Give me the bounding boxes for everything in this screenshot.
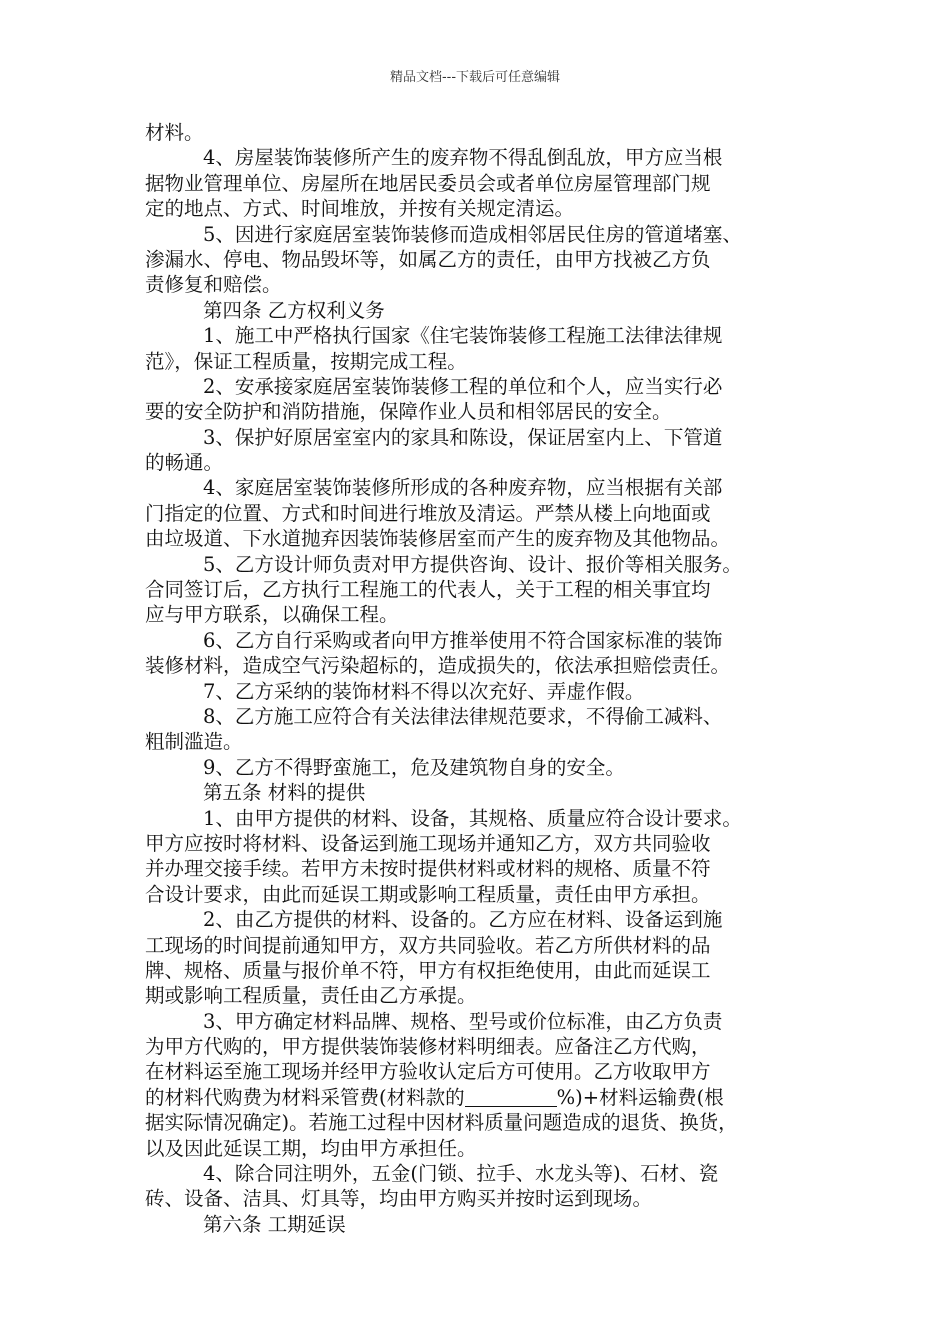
paragraph-line: 7、乙方采纳的装饰材料不得以次充好、弄虚作假。 (203, 679, 645, 703)
paragraph-line: 6、乙方自行采购或者向甲方推举使用不符合国家标准的装饰 (203, 628, 723, 652)
document-body (145, 120, 810, 1237)
paragraph-line: 应与甲方联系，以确保工程。 (145, 603, 399, 627)
paragraph-line: 牌、规格、质量与报价单不符，甲方有权拒绝使用，由此而延误工 (145, 958, 711, 982)
paragraph-line: 2、由乙方提供的材料、设备的。乙方应在材料、设备运到施 (203, 908, 723, 932)
paragraph-line: 据物业管理单位、房屋所在地居民委员会或者单位房屋管理部门规 (145, 171, 711, 195)
paragraph-line: 合设计要求，由此而延误工期或影响工程质量，责任由甲方承担。 (145, 882, 711, 906)
paragraph-line: 工现场的时间提前通知甲方，双方共同验收。若乙方所供材料的品 (145, 933, 711, 957)
paragraph-line: 4、家庭居室装饰装修所形成的各种废弃物，应当根据有关部 (203, 476, 723, 500)
section-heading: 第六条 工期延误 (203, 1212, 346, 1236)
paragraph-line (145, 1085, 810, 1110)
paragraph-line: 为甲方代购的，甲方提供装饰装修材料明细表。应备注乙方代购， (145, 1035, 711, 1059)
paragraph-line: 据实际情况确定)。若施工过程中因材料质量问题造成的退货、换货， (145, 1111, 738, 1135)
paragraph-line: 范》，保证工程质量，按期完成工程。 (145, 349, 467, 373)
paragraph-line: 3、甲方确定材料品牌、规格、型号或价位标准，由乙方负责 (203, 1009, 723, 1033)
paragraph-line: 合同签订后，乙方执行工程施工的代表人，关于工程的相关事宜均 (145, 578, 711, 602)
paragraph-line: 在材料运至施工现场并经甲方验收认定后方可使用。乙方收取甲方 (145, 1060, 711, 1084)
section-heading: 第四条 乙方权利义务 (203, 298, 385, 322)
page-header: 精品文档---下载后可任意编辑 (389, 70, 561, 85)
paragraph-line: 5、因进行家庭居室装饰装修而造成相邻居民住房的管道堵塞、 (203, 222, 742, 246)
paragraph-line: 装修材料，造成空气污染超标的，造成损失的，依法承担赔偿责任。 (145, 654, 731, 678)
paragraph-line: 1、施工中严格执行国家《住宅装饰装修工程施工法律法律规 (203, 324, 723, 348)
paragraph-line: 9、乙方不得野蛮施工，危及建筑物自身的安全。 (203, 755, 625, 779)
paragraph-line: 渗漏水、停电、物品毁坏等，如属乙方的责任，由甲方找被乙方负 (145, 247, 711, 271)
paragraph-line: 定的地点、方式、时间堆放，并按有关规定清运。 (145, 197, 575, 221)
paragraph-line: 8、乙方施工应符合有关法律法律规范要求，不得偷工减料、 (203, 704, 723, 728)
paragraph-line: 的畅通。 (145, 451, 224, 475)
paragraph-line: 4、房屋装饰装修所产生的废弃物不得乱倒乱放，甲方应当根 (203, 146, 723, 170)
paragraph-line: 材料。 (145, 121, 204, 144)
fill-in-blank[interactable] (465, 1105, 557, 1107)
paragraph-line: 门指定的位置、方式和时间进行堆放及清运。严禁从楼上向地面或 (145, 501, 711, 525)
paragraph-line: 4、除合同注明外，五金(门锁、拉手、水龙头等)、石材、瓷 (203, 1162, 719, 1186)
fee-text-start: 的材料代购费为材料采管费(材料款的 (145, 1085, 465, 1109)
paragraph-line: 并办理交接手续。若甲方未按时提供材料或材料的规格、质量不符 (145, 857, 711, 881)
fee-text-end: %)+材料运输费(根 (556, 1085, 724, 1109)
paragraph-line: 由垃圾道、下水道抛弃因装饰装修居室而产生的废弃物及其他物品。 (145, 527, 731, 551)
paragraph-line: 以及因此延误工期，均由甲方承担任。 (145, 1136, 477, 1160)
paragraph-line: 1、由甲方提供的材料、设备，其规格、质量应符合设计要求。 (203, 806, 742, 830)
paragraph-line: 2、安承接家庭居室装饰装修工程的单位和个人，应当实行必 (203, 374, 723, 398)
section-heading: 第五条 材料的提供 (203, 781, 366, 805)
paragraph-line: 甲方应按时将材料、设备运到施工现场并通知乙方，双方共同验收 (145, 831, 711, 855)
paragraph-line: 责修复和赔偿。 (145, 273, 282, 297)
paragraph-line: 砖、设备、洁具、灯具等，均由甲方购买并按时运到现场。 (145, 1187, 653, 1211)
paragraph-line: 期或影响工程质量，责任由乙方承提。 (145, 984, 477, 1008)
paragraph-line: 粗制滥造。 (145, 730, 243, 754)
paragraph-line: 3、保护好原居室室内的家具和陈设，保证居室内上、下管道 (203, 425, 723, 449)
paragraph-line: 5、乙方设计师负责对甲方提供咨询、设计、报价等相关服务。 (203, 552, 742, 576)
paragraph-line: 要的安全防护和消防措施，保障作业人员和相邻居民的安全。 (145, 400, 672, 424)
